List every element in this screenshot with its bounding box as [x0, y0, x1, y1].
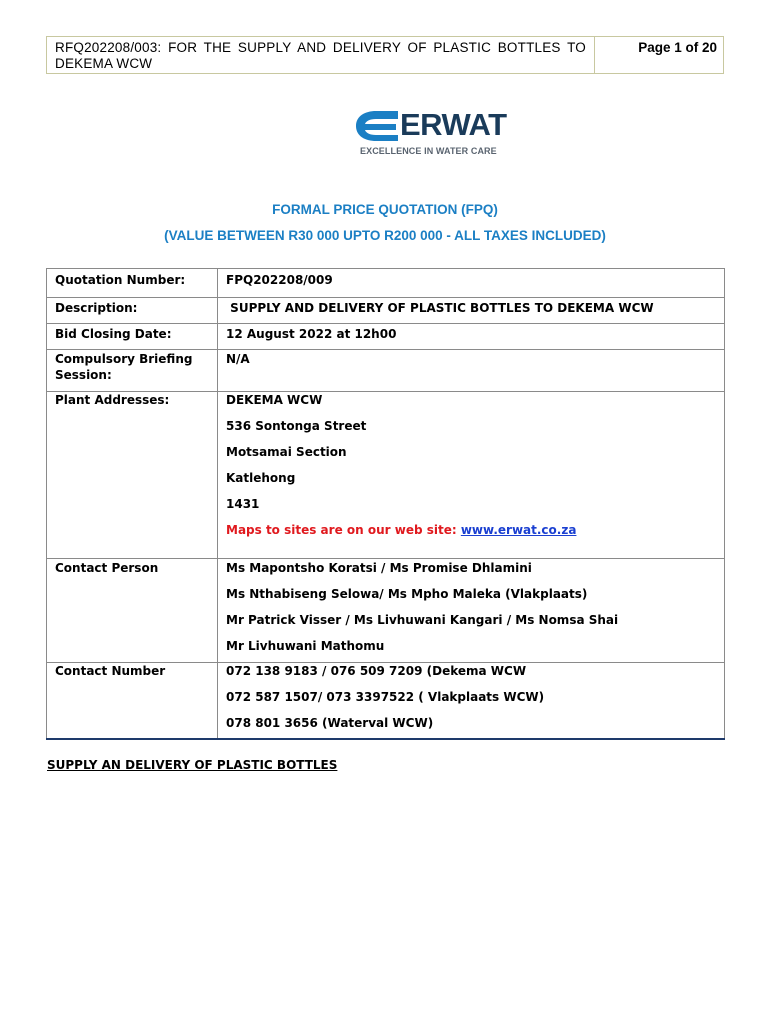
erwat-drop-icon	[352, 109, 400, 143]
plant-addresses-label: Plant Addresses:	[47, 392, 218, 559]
page-number: Page 1 of 20	[638, 40, 717, 55]
contact-person-line: Mr Patrick Visser / Ms Livhuwani Kangari / Ms Nomsa Shai	[226, 613, 619, 627]
logo-wordmark: ERWAT	[400, 107, 507, 142]
contact-number-value	[218, 663, 725, 740]
bid-closing-value: 12 August 2022 at 12h00	[218, 324, 725, 350]
briefing-label-line2: Session:	[55, 368, 112, 382]
briefing-value: N/A	[218, 350, 725, 392]
briefing-label	[47, 350, 218, 392]
quotation-number-label: Quotation Number:	[47, 269, 218, 298]
address-line: DEKEMA WCW	[226, 393, 323, 407]
contact-number-label: Contact Number	[47, 663, 218, 740]
quotation-info-table	[46, 268, 725, 740]
address-line: 536 Sontonga Street	[226, 419, 367, 433]
contact-number-line: 072 587 1507/ 073 3397522 ( Vlakplaats WCW)	[226, 690, 545, 704]
description-value: SUPPLY AND DELIVERY OF PLASTIC BOTTLES TO DEKEMA WCW	[218, 298, 725, 324]
maps-note-text: Maps to sites are on our web site:	[226, 523, 461, 537]
section-heading: SUPPLY AN DELIVERY OF PLASTIC BOTTLES	[47, 758, 338, 772]
quotation-number-value: FPQ202208/009	[218, 269, 725, 298]
address-line: Katlehong	[226, 471, 296, 485]
maps-note	[226, 522, 716, 548]
address-line: 1431	[226, 497, 260, 511]
table-row	[47, 559, 725, 663]
table-bottom-rule	[46, 738, 725, 740]
document-title: FORMAL PRICE QUOTATION (FPQ)	[272, 202, 498, 217]
erwat-logo	[352, 108, 512, 158]
contact-number-line: 072 138 9183 / 076 509 7209 (Dekema WCW	[226, 664, 527, 678]
address-line: Motsamai Section	[226, 445, 347, 459]
table-row	[47, 324, 725, 350]
description-label: Description:	[47, 298, 218, 324]
table-row	[47, 298, 725, 324]
bid-closing-label: Bid Closing Date:	[47, 324, 218, 350]
rfq-title: RFQ202208/003: FOR THE SUPPLY AND DELIVERY OF PLASTIC BOTTLES TO DEKEMA WCW	[47, 37, 595, 73]
contact-person-line: Ms Nthabiseng Selowa/ Ms Mpho Maleka (Vlakplaats)	[226, 587, 588, 601]
contact-person-value	[218, 559, 725, 663]
contact-number-line: 078 801 3656 (Waterval WCW)	[226, 716, 434, 730]
contact-person-line: Mr Livhuwani Mathomu	[226, 639, 385, 653]
briefing-label-line1: Compulsory Briefing	[55, 352, 193, 366]
table-row	[47, 392, 725, 559]
plant-addresses-value	[218, 392, 725, 559]
contact-person-label: Contact Person	[47, 559, 218, 663]
contact-person-line: Ms Mapontsho Koratsi / Ms Promise Dhlamini	[226, 561, 532, 575]
table-row	[47, 663, 725, 740]
logo-tagline: EXCELLENCE IN WATER CARE	[360, 146, 497, 156]
website-link[interactable]: www.erwat.co.za	[460, 523, 577, 537]
page-header	[46, 36, 724, 74]
table-row	[47, 350, 725, 392]
table-row	[47, 269, 725, 298]
document-subtitle: (VALUE BETWEEN R30 000 UPTO R200 000 - ALL TAXES INCLUDED)	[164, 228, 606, 243]
